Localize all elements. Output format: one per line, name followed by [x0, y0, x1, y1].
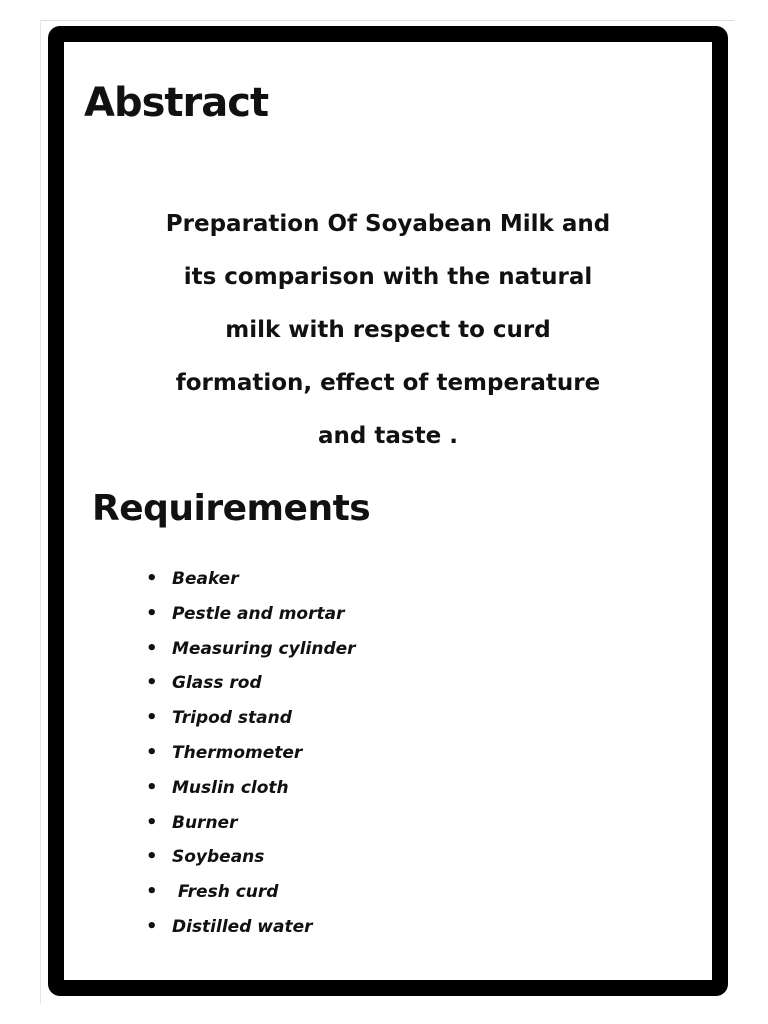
- abstract-line: formation, effect of temperature: [175, 370, 601, 396]
- abstract-line: its comparison with the natural: [183, 264, 593, 290]
- list-item-text: Glass rod: [172, 673, 262, 694]
- abstract-heading: Abstract: [84, 80, 269, 126]
- bullet-icon: •: [146, 741, 158, 763]
- bullet-icon: •: [146, 915, 158, 937]
- page-left-edge: [40, 20, 41, 1004]
- bullet-icon: •: [146, 881, 158, 903]
- list-item-text: Tripod stand: [172, 708, 292, 729]
- bullet-icon: •: [146, 776, 158, 798]
- list-item-text: Muslin cloth: [172, 777, 289, 798]
- bullet-icon: •: [146, 672, 158, 694]
- list-item-text: Thermometer: [172, 742, 303, 763]
- abstract-line: Preparation Of Soyabean Milk and: [165, 211, 611, 237]
- list-item-text: Burner: [172, 812, 238, 833]
- list-item-text: Distilled water: [172, 916, 313, 937]
- bullet-icon: •: [146, 637, 158, 659]
- abstract-text: [118, 198, 658, 463]
- page-top-edge: [40, 20, 734, 21]
- bullet-icon: •: [146, 568, 158, 589]
- bullet-icon: •: [146, 811, 158, 833]
- list-item-text: Beaker: [172, 569, 239, 589]
- abstract-line: and taste .: [318, 423, 458, 449]
- abstract-line: milk with respect to curd: [225, 317, 551, 343]
- bullet-icon: •: [146, 846, 158, 868]
- bullet-icon: •: [146, 602, 158, 624]
- bullet-icon: •: [146, 707, 158, 729]
- list-item-text: Pestle and mortar: [172, 603, 345, 624]
- list-item-text: Measuring cylinder: [172, 638, 356, 659]
- requirements-heading: Requirements: [92, 488, 371, 529]
- list-item-text: Soybeans: [172, 847, 265, 868]
- list-item-text: Fresh curd: [172, 882, 279, 903]
